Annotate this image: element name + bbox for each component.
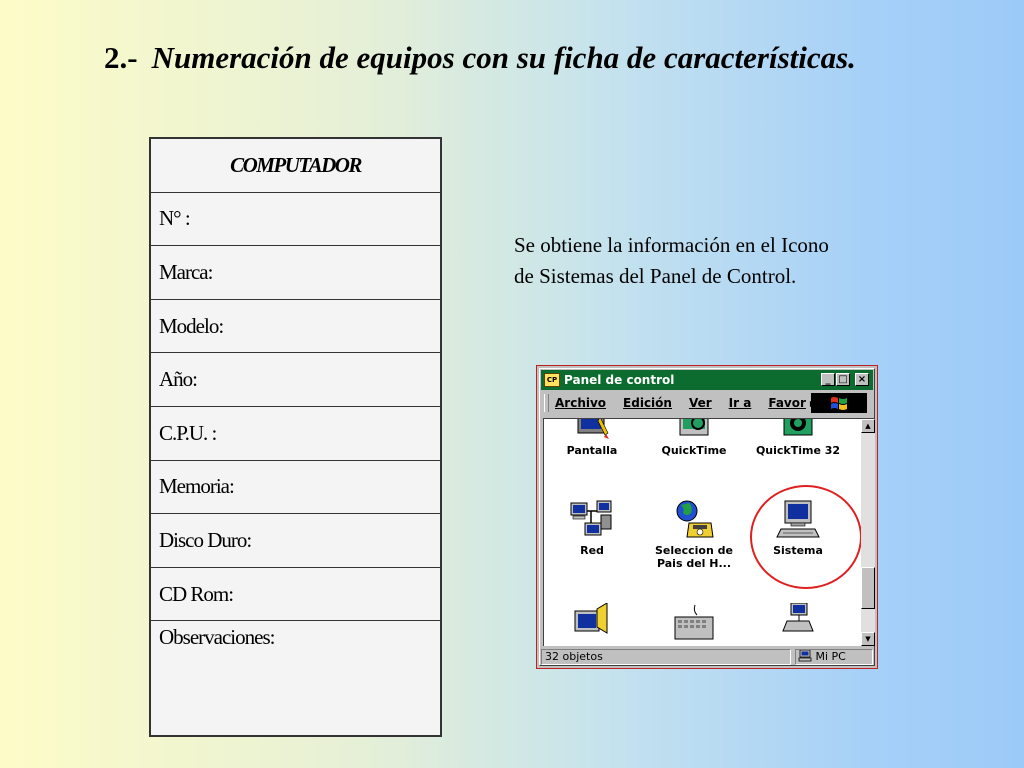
icon-label: QuickTime [661, 444, 727, 457]
icon-label: Pantalla [566, 444, 618, 457]
display-icon [572, 418, 612, 441]
minimize-button[interactable]: _ [821, 373, 835, 386]
slide-title [104, 40, 856, 76]
multimedia-icon [569, 603, 615, 645]
window-titlebar[interactable] [541, 370, 873, 390]
menu-ir-a[interactable]: Ir a [728, 396, 752, 410]
icon-label: Sistema [773, 544, 823, 557]
windows-logo-icon [811, 393, 867, 413]
maximize-button[interactable]: □ [836, 373, 850, 386]
keyboard-icon [671, 603, 717, 645]
icon-label: QuickTime 32 [755, 444, 841, 457]
network-computer-icon [775, 603, 821, 645]
menu-bar [541, 392, 873, 414]
title-text: Numeración de equipos con su ficha de características. [151, 40, 856, 75]
status-bar [541, 648, 875, 666]
ficha-field-anio: Año: [151, 353, 440, 407]
quicktime32-icon [778, 418, 818, 441]
ficha-field-modelo: Modelo: [151, 300, 440, 354]
ficha-field-observaciones: Observaciones: [159, 625, 275, 650]
quicktime-icon [674, 418, 714, 441]
ficha-field-marca: Marca: [151, 246, 440, 300]
icon-view [543, 418, 862, 646]
sistema-highlight-circle [750, 485, 862, 589]
control-panel-item-teclado[interactable] [646, 603, 742, 646]
ficha-field-numero: N° : [151, 193, 440, 247]
control-panel-item-quicktime-32[interactable] [750, 418, 846, 457]
icon-label: Seleccion de Pais del H... [655, 544, 733, 570]
ficha-computador [149, 137, 442, 737]
control-panel-item-pantalla[interactable] [544, 418, 640, 457]
ficha-header: COMPUTADOR [151, 139, 440, 193]
close-button[interactable]: × [855, 373, 869, 386]
control-panel-app-icon: CP [544, 373, 560, 387]
status-location-label: Mi PC [815, 650, 846, 663]
status-object-count: 32 objetos [541, 649, 791, 665]
info-text [514, 230, 934, 292]
scroll-down-arrow-icon[interactable]: ▼ [861, 632, 875, 646]
menu-edicion[interactable]: Edición [623, 396, 672, 410]
control-panel-window [536, 365, 878, 669]
scroll-up-arrow-icon[interactable]: ▲ [861, 419, 875, 433]
regional-settings-icon [671, 499, 717, 541]
network-icon [569, 499, 615, 541]
ficha-field-cd-rom: CD Rom: [151, 568, 440, 622]
title-number: 2.- [104, 40, 138, 75]
ficha-field-disco-duro: Disco Duro: [151, 514, 440, 568]
control-panel-item-red[interactable] [544, 499, 640, 557]
ficha-field-cpu: C.P.U. : [151, 407, 440, 461]
info-line-1: Se obtiene la información en el Icono [514, 233, 829, 257]
my-computer-icon [798, 650, 812, 662]
window-title: Panel de control [564, 373, 675, 387]
vertical-scrollbar[interactable] [861, 418, 875, 646]
menu-ver[interactable]: Ver [688, 396, 712, 410]
ficha-field-memoria: Memoria: [151, 461, 440, 515]
info-line-2: de Sistemas del Panel de Control. [514, 264, 797, 288]
control-panel-item-red-computadoras[interactable] [750, 603, 846, 646]
icon-label: Red [580, 544, 604, 557]
menu-archivo[interactable]: Archivo [555, 396, 607, 410]
toolbar-grip[interactable] [544, 394, 549, 412]
control-panel-item-seleccion-pais[interactable] [646, 499, 742, 570]
control-panel-item-quicktime[interactable] [646, 418, 742, 457]
menu-favoritos[interactable]: Favor [768, 396, 806, 410]
status-location [795, 649, 873, 665]
control-panel-item-multimedia[interactable] [544, 603, 640, 646]
scroll-thumb[interactable] [861, 567, 875, 609]
